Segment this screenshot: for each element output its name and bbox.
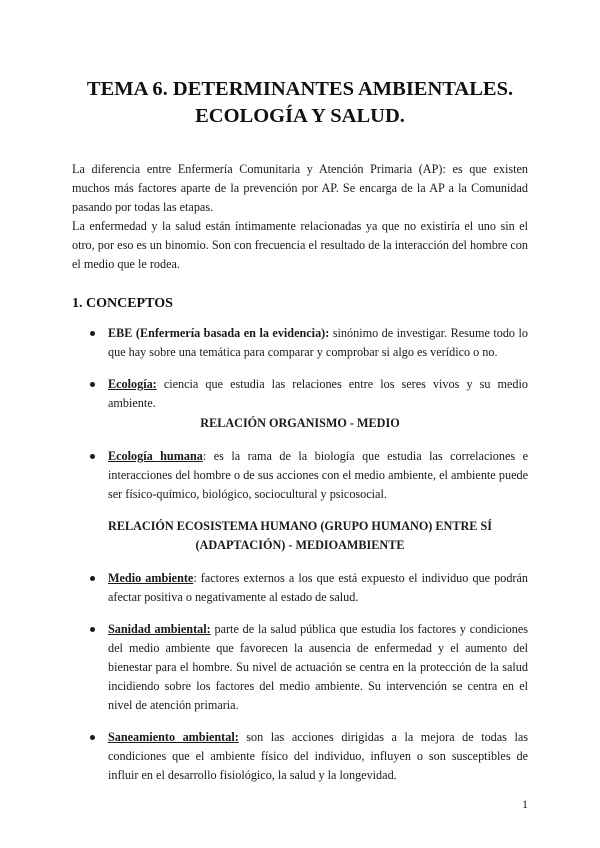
concepts-list-2 [72,447,528,504]
term-ecologia: Ecología: [108,377,157,391]
bullet-icon [90,735,95,740]
list-item [72,447,528,504]
list-item [72,569,528,607]
term-medio-ambiente: Medio ambiente [108,571,194,585]
title-line-2: ECOLOGÍA Y SALUD. [195,105,405,127]
subheading-line-1: RELACIÓN ECOSISTEMA HUMANO (GRUPO HUMANO) ENTRE SÍ [108,519,492,533]
list-item [72,375,528,413]
bullet-icon [90,576,95,581]
concepts-list [72,324,528,413]
definition-ecologia-humana: : es la rama de la biología que estudia las correlaciones e interacciones del hombre o de sus acciones con el medio ambiente, el ambiente puede ser físico-químico, biológico, sociocultural y psicosocial. [108,449,528,501]
bullet-icon [90,331,95,336]
list-item [72,324,528,362]
definition-sanidad-ambiental: parte de la salud pública que estudia los factores y condiciones del medio ambiente que favorecen la ausencia de enfermedad y el aumento del bienestar para el hombre. Su nivel de actuación se centra en la protección de la salud incidiendo sobre los factores del medio ambiente. Su intervención se centra en el nivel de atención primaria. [108,622,528,712]
term-ecologia-humana: Ecología humana [108,449,203,463]
intro-section [72,160,528,274]
term-saneamiento-ambiental: Saneamiento ambiental: [108,730,239,744]
term-ebe: EBE (Enfermería basada en la evidencia): [108,326,330,340]
concepts-list-3 [72,569,528,785]
page-number: 1 [522,797,528,811]
term-sanidad-ambiental: Sanidad ambiental: [108,622,211,636]
definition-ebe: sinónimo de investigar. Resume todo lo que hay sobre una temática para comparar y comprobar si algo es verídico o no. [108,326,529,359]
subheading-relacion-ecosistema [72,517,528,555]
list-item [72,620,528,715]
intro-paragraph-2: La enfermedad y la salud están íntimamente relacionadas ya que no existiría el uno sin el otro, por eso es un binomio. Son con frecuencia el resultado de la interacción del hombre con el medio que le rodea. [72,219,528,271]
list-item [72,728,528,785]
bullet-icon [90,454,95,459]
definition-medio-ambiente: : factores externos a los que está expuesto el individuo que podrán afectar positiva o negativamente al estado de salud. [108,571,528,604]
subheading-relacion-organismo-medio: RELACIÓN ORGANISMO - MEDIO [200,416,400,430]
title-line-1: TEMA 6. DETERMINANTES AMBIENTALES. [86,78,514,100]
subheading-line-2: (ADAPTACIÓN) - MEDIOAMBIENTE [195,538,405,552]
bullet-icon [90,627,95,632]
definition-ecologia: ciencia que estudia las relaciones entre los seres vivos y su medio ambiente. [108,377,528,410]
document-title [72,76,528,130]
bullet-icon [90,382,95,387]
intro-paragraph-1: La diferencia entre Enfermería Comunitaria y Atención Primaria (AP): es que existen muchos más factores aparte de la prevención por AP. Se encarga de la AP a la Comunidad pasando por todas las etapas. [72,162,528,214]
section-heading-conceptos: 1. CONCEPTOS [72,296,173,311]
definition-saneamiento-ambiental: son las acciones dirigidas a la mejora de todas las condiciones que el ambiente físico del individuo, influyen o son susceptibles de influir en el desarrollo fisiológico, la salud y la longevidad. [108,730,528,782]
